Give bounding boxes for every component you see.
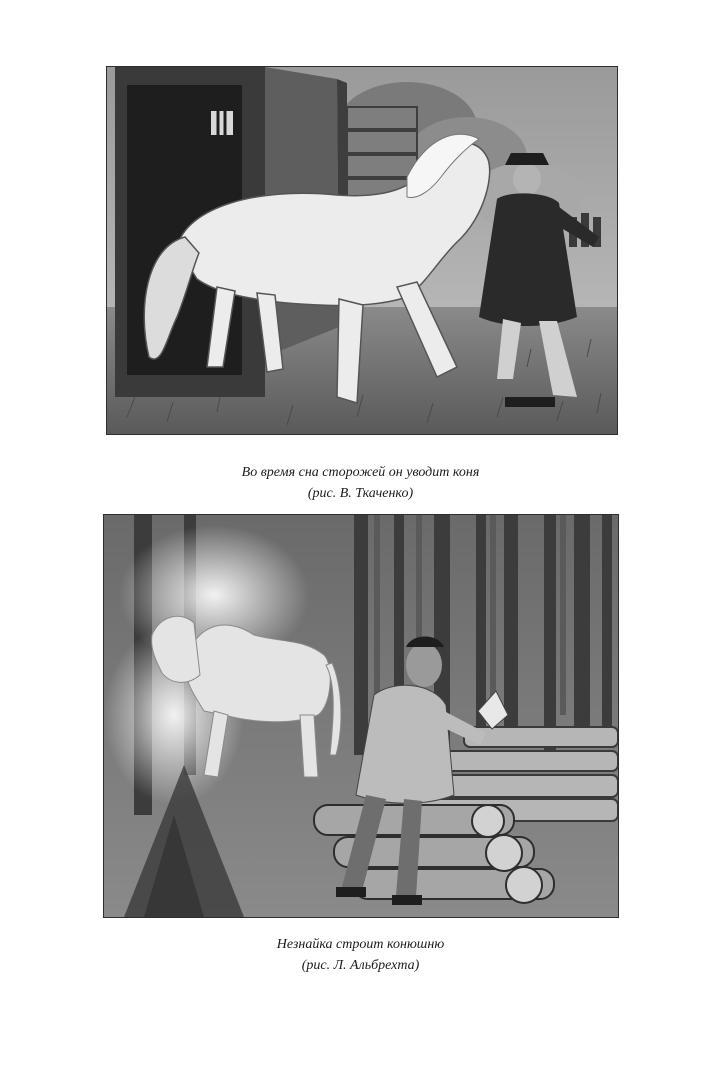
figure-caption: [0, 462, 721, 504]
caption-title: Незнайка строит конюшню: [276, 937, 445, 952]
illustration-building-stable: [103, 514, 619, 918]
horse-led-from-stable-drawing: [107, 67, 617, 434]
caption-title: Во время сна сторожей он уводит коня: [241, 465, 480, 480]
figure-caption: [0, 934, 721, 976]
caption-credit: (рис. Л. Альбрехта): [301, 958, 420, 973]
man-cutting-logs-forest-drawing: [104, 515, 618, 917]
caption-credit: (рис. В. Ткаченко): [307, 486, 414, 501]
illustration-horse-led-away: [106, 66, 618, 435]
